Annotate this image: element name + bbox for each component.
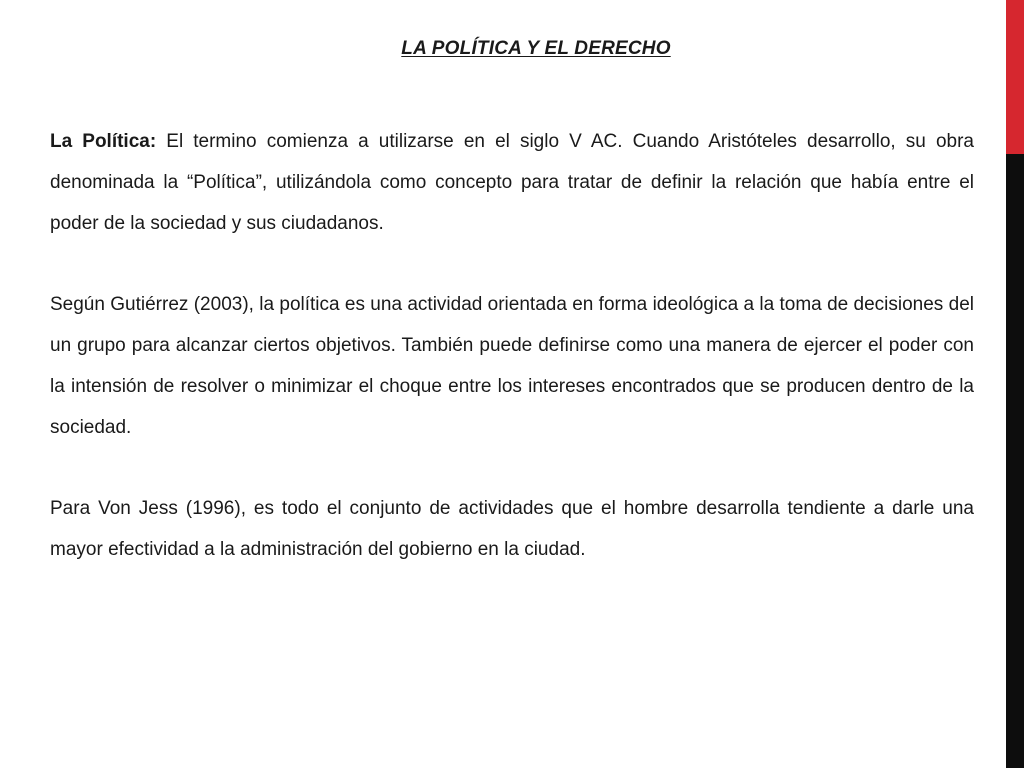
- side-accent-bar: [1006, 0, 1024, 768]
- paragraph-gutierrez: [50, 285, 974, 448]
- paragraph-text: El termino comienza a utilizarse en el siglo V AC. Cuando Aristóteles desarrollo, su obra denominada la “Política”, utilizándola como concepto para tratar de definir la relación que había entre el poder de la sociedad y sus ciudadanos.: [50, 131, 974, 234]
- paragraph-text: Para Von Jess (1996), es todo el conjunto de actividades que el hombre desarrolla tendiente a darle una mayor efectividad a la administración del gobierno en la ciudad.: [50, 498, 974, 560]
- paragraph-lead: La Política:: [50, 131, 157, 152]
- paragraph-von-jess: [50, 489, 974, 571]
- slide-body: [50, 122, 974, 612]
- side-accent-red: [1006, 0, 1024, 154]
- side-accent-black: [1006, 154, 1024, 768]
- paragraph-text: Según Gutiérrez (2003), la política es una actividad orientada en forma ideológica a la toma de decisiones del un grupo para alcanzar ciertos objetivos. También puede definirse como una manera de ejercer el poder con la intensión de resolver o minimizar el choque entre los intereses encontrados que se producen dentro de la sociedad.: [50, 294, 974, 438]
- paragraph-definition: [50, 122, 974, 244]
- slide-title: LA POLÍTICA Y EL DERECHO: [401, 38, 671, 59]
